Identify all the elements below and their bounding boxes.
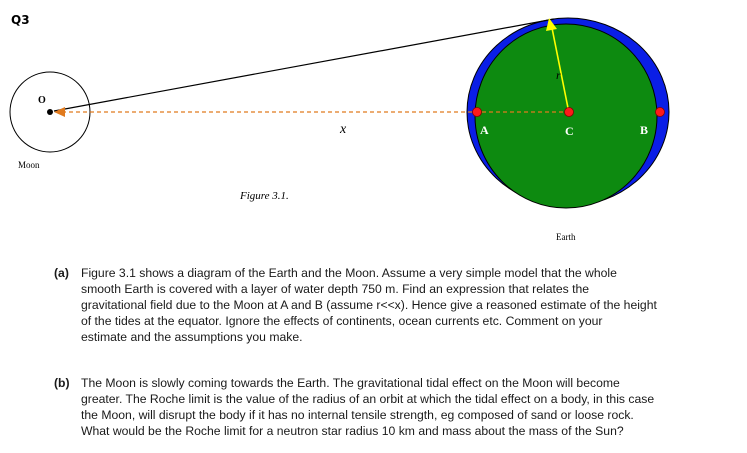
moon-label: Moon	[18, 160, 40, 170]
earth-label: Earth	[556, 232, 576, 242]
part-a-line: Figure 3.1 shows a diagram of the Earth and the Moon. Assume a very simple model that the whole	[81, 266, 617, 280]
part-b-line: What would be the Roche limit for a neutron star radius 10 km and mass about the mass of the Sun?	[81, 424, 624, 439]
part-b-text	[54, 375, 734, 439]
part-a-line: estimate and the assumptions you make.	[81, 330, 303, 345]
point-c-dot	[565, 108, 574, 117]
part-a-tag: (a)	[54, 266, 69, 280]
point-b-label: B	[640, 123, 649, 137]
moon-center-dot	[47, 109, 53, 115]
part-b-tag: (b)	[54, 376, 70, 390]
part-a-line: smooth Earth is covered with a layer of water depth 750 m. Find an expression that relates the	[81, 282, 590, 297]
figure-caption: Figure 3.1.	[240, 190, 289, 202]
part-a-text	[54, 265, 734, 345]
moon-center-label: O	[38, 95, 46, 106]
part-b-line: the Moon, will disrupt the body if it has no internal tensile strength, eg composed of sand or loose rock.	[81, 408, 634, 423]
part-b-line: greater. The Roche limit is the value of the radius of an orbit at which the tidal effect on a body, in this case	[81, 392, 655, 407]
part-a-line: gravitational field due to the Moon at A and B (assume r<<x). Hence give a reasoned estimate of the height	[81, 298, 657, 313]
part-a-line: of the tides at the equator. Ignore the effects of continents, ocean currents etc. Comment on your	[81, 314, 603, 329]
part-b-line: The Moon is slowly coming towards the Earth. The gravitational tidal effect on the Moon will become	[81, 376, 620, 390]
distance-label: x	[340, 122, 347, 137]
point-c-label: C	[565, 124, 574, 138]
point-a-label: A	[480, 123, 489, 137]
earth-land	[475, 24, 657, 208]
question-number: Q3	[11, 13, 30, 27]
radius-label: r	[556, 68, 561, 82]
point-a-dot	[473, 108, 482, 117]
point-b-dot	[656, 108, 665, 117]
